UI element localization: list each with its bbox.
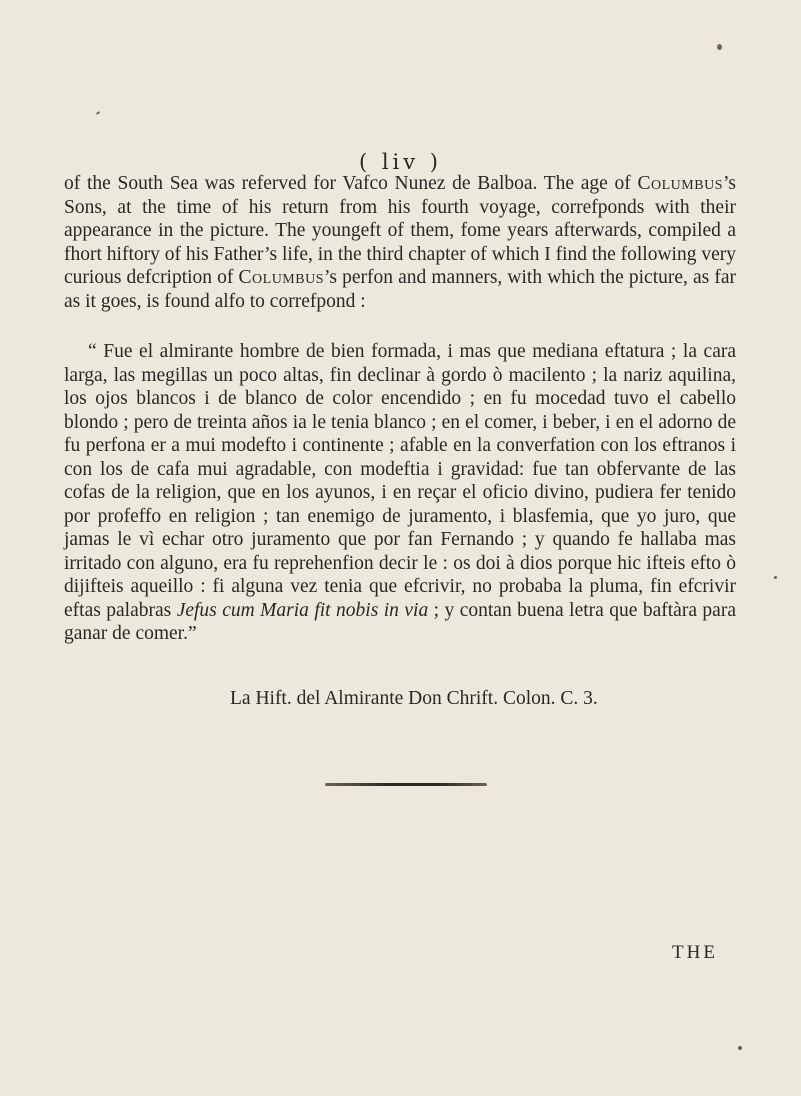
page-number: ( liv ) bbox=[358, 150, 443, 174]
paragraph-english bbox=[64, 172, 736, 313]
paragraph1-text-c: ’s perfon and manners, with which the picture, as far as it goes, is found alfo to correfpond : bbox=[64, 267, 736, 312]
quote-spanish bbox=[64, 340, 736, 646]
citation: La Hift. del Almirante Don Chrift. Colon. C. 3. bbox=[230, 688, 598, 709]
paragraph1-text-a: of the South Sea was referved for Vafco Nunez de Balboa. The age of bbox=[64, 173, 638, 194]
quote-italic-phrase: Jefus cum Maria fit nobis in via bbox=[176, 599, 429, 621]
columbus-name-a: Columbus bbox=[637, 173, 723, 194]
ink-speck bbox=[738, 1046, 742, 1050]
paragraph1-text-b: ’s Sons, at the time of his return from his fourth voyage, correfponds with their appearance in the picture. The youngeft of them, fome years afterwards, compiled a fhort hiftory of his Father’s life, in the third chapter of which I find the following very curious defcription of bbox=[64, 173, 736, 288]
columbus-name-b: Columbus bbox=[238, 267, 324, 288]
ornamental-rule bbox=[325, 783, 487, 786]
ink-speck bbox=[774, 576, 777, 579]
ink-speck bbox=[717, 44, 722, 50]
catchword: THE bbox=[672, 942, 718, 963]
ink-speck bbox=[96, 111, 100, 115]
quote-text-a: “ Fue el almirante hombre de bien formada, i mas que mediana eftatura ; la cara larga, las megillas un poco altas, fin declinar à gordo ò macilento ; la nariz aquilina, los ojos blancos i de blanco de color encendido ; en fu mocedad tuvo el cabello blondo ; pero de treinta años ia le tenia blanco ; en el comer, i beber, i en el adorno de fu perfona er a mui modefto i continente ; afable en la converfation con los eftranos i con los de cafa mui agradable, con modeftia i gravidad: fue tan obfervante de las cofas de la religion, que en los ayunos, i en reçar el oficio divino, pudiera fer tenido por profeffo en religion ; tan enemigo de juramento, i blasfemia, que yo juro, que jamas le vì echar otro juramento que por fan Fernando ; y quando fe hallaba mas irritado con alguno, era fu reprehenfion decir le : os doi à dios porque hic ifteis efto ò dijifteis aqueillo : fi alguna vez tenia que efcrivir, no probaba la pluma, fin efcrivir eftas palabras bbox=[64, 341, 736, 621]
quote-text-b: ; y contan buena letra que baftàra para ganar de comer.” bbox=[64, 599, 736, 644]
